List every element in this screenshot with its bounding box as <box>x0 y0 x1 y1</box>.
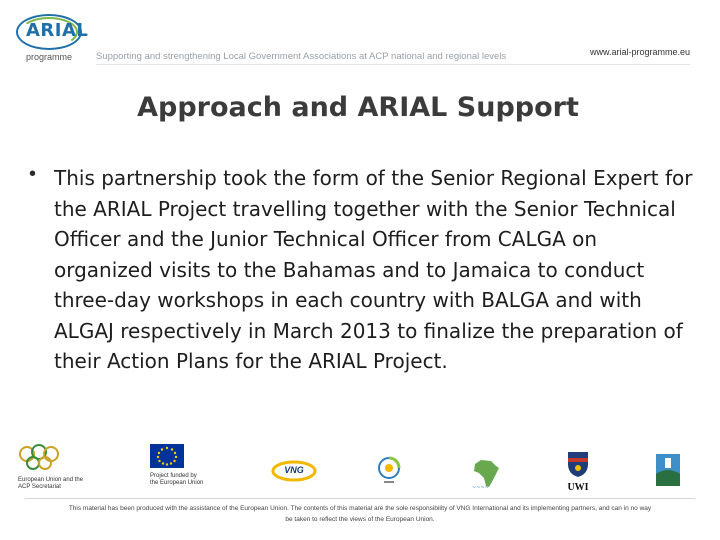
acp-caption-1: European Union and the <box>18 477 84 483</box>
logo-subtext: programme <box>26 52 73 62</box>
footer-disclaimer <box>20 503 700 525</box>
eu-flag-icon <box>150 444 184 468</box>
partner-logos <box>18 444 702 496</box>
disclaimer-line-1: This material has been produced with the assistance of the European Union. The contents of this material are the sole responsibility of VNG International and its implementing partners, and can in no way <box>68 505 652 512</box>
uwi-label: UWI <box>567 482 589 493</box>
africa-map-icon <box>469 458 505 490</box>
ted-logo-icon <box>654 452 682 488</box>
uwi-crest-icon <box>565 448 591 478</box>
header-tagline: Supporting and strengthening Local Government Associations at ACP national and regional levels <box>96 51 507 62</box>
vng-logo <box>271 460 317 482</box>
eu-logo <box>150 444 222 487</box>
logo-text: ARIAL <box>26 20 89 41</box>
bullet-list <box>29 163 699 377</box>
eu-caption-1: Project funded by <box>150 473 197 479</box>
bullet-paragraph: This partnership took the form of the Senior Regional Expert for the ARIAL Project travelling together with the Senior Technical Officer and the Junior Technical Officer from CALGA on organized visits to the Bahamas and to Jamaica to conduct three-day workshops in each country with BALGA and with ALGAJ respectively in March 2013 to finalize the preparation of their Action Plans for the ARIAL Project. <box>54 166 693 373</box>
eu-caption-2: the European Union <box>150 480 204 486</box>
uwi-logo <box>560 448 596 493</box>
footer-divider <box>25 498 695 499</box>
acp-eu-logo <box>18 444 88 491</box>
acp-logo-icon <box>18 444 60 472</box>
ted-logo <box>654 452 682 493</box>
arial-logo <box>16 14 89 64</box>
globe-icon <box>376 456 402 486</box>
vng-label: VNG <box>284 465 304 475</box>
acp-caption-2: ACP Secretariat <box>18 484 61 490</box>
svg-text:~~~~: ~~~~ <box>472 485 489 490</box>
slide-title: Approach and ARIAL Support <box>137 92 579 123</box>
header-divider <box>96 64 690 65</box>
bullet-marker: • <box>29 163 37 185</box>
clgf-logo <box>376 456 402 491</box>
website-link[interactable]: www.arial-programme.eu <box>589 47 690 57</box>
disclaimer-line-2: be taken to reflect the views of the European Union. <box>285 516 435 523</box>
africa-logo <box>469 458 505 495</box>
